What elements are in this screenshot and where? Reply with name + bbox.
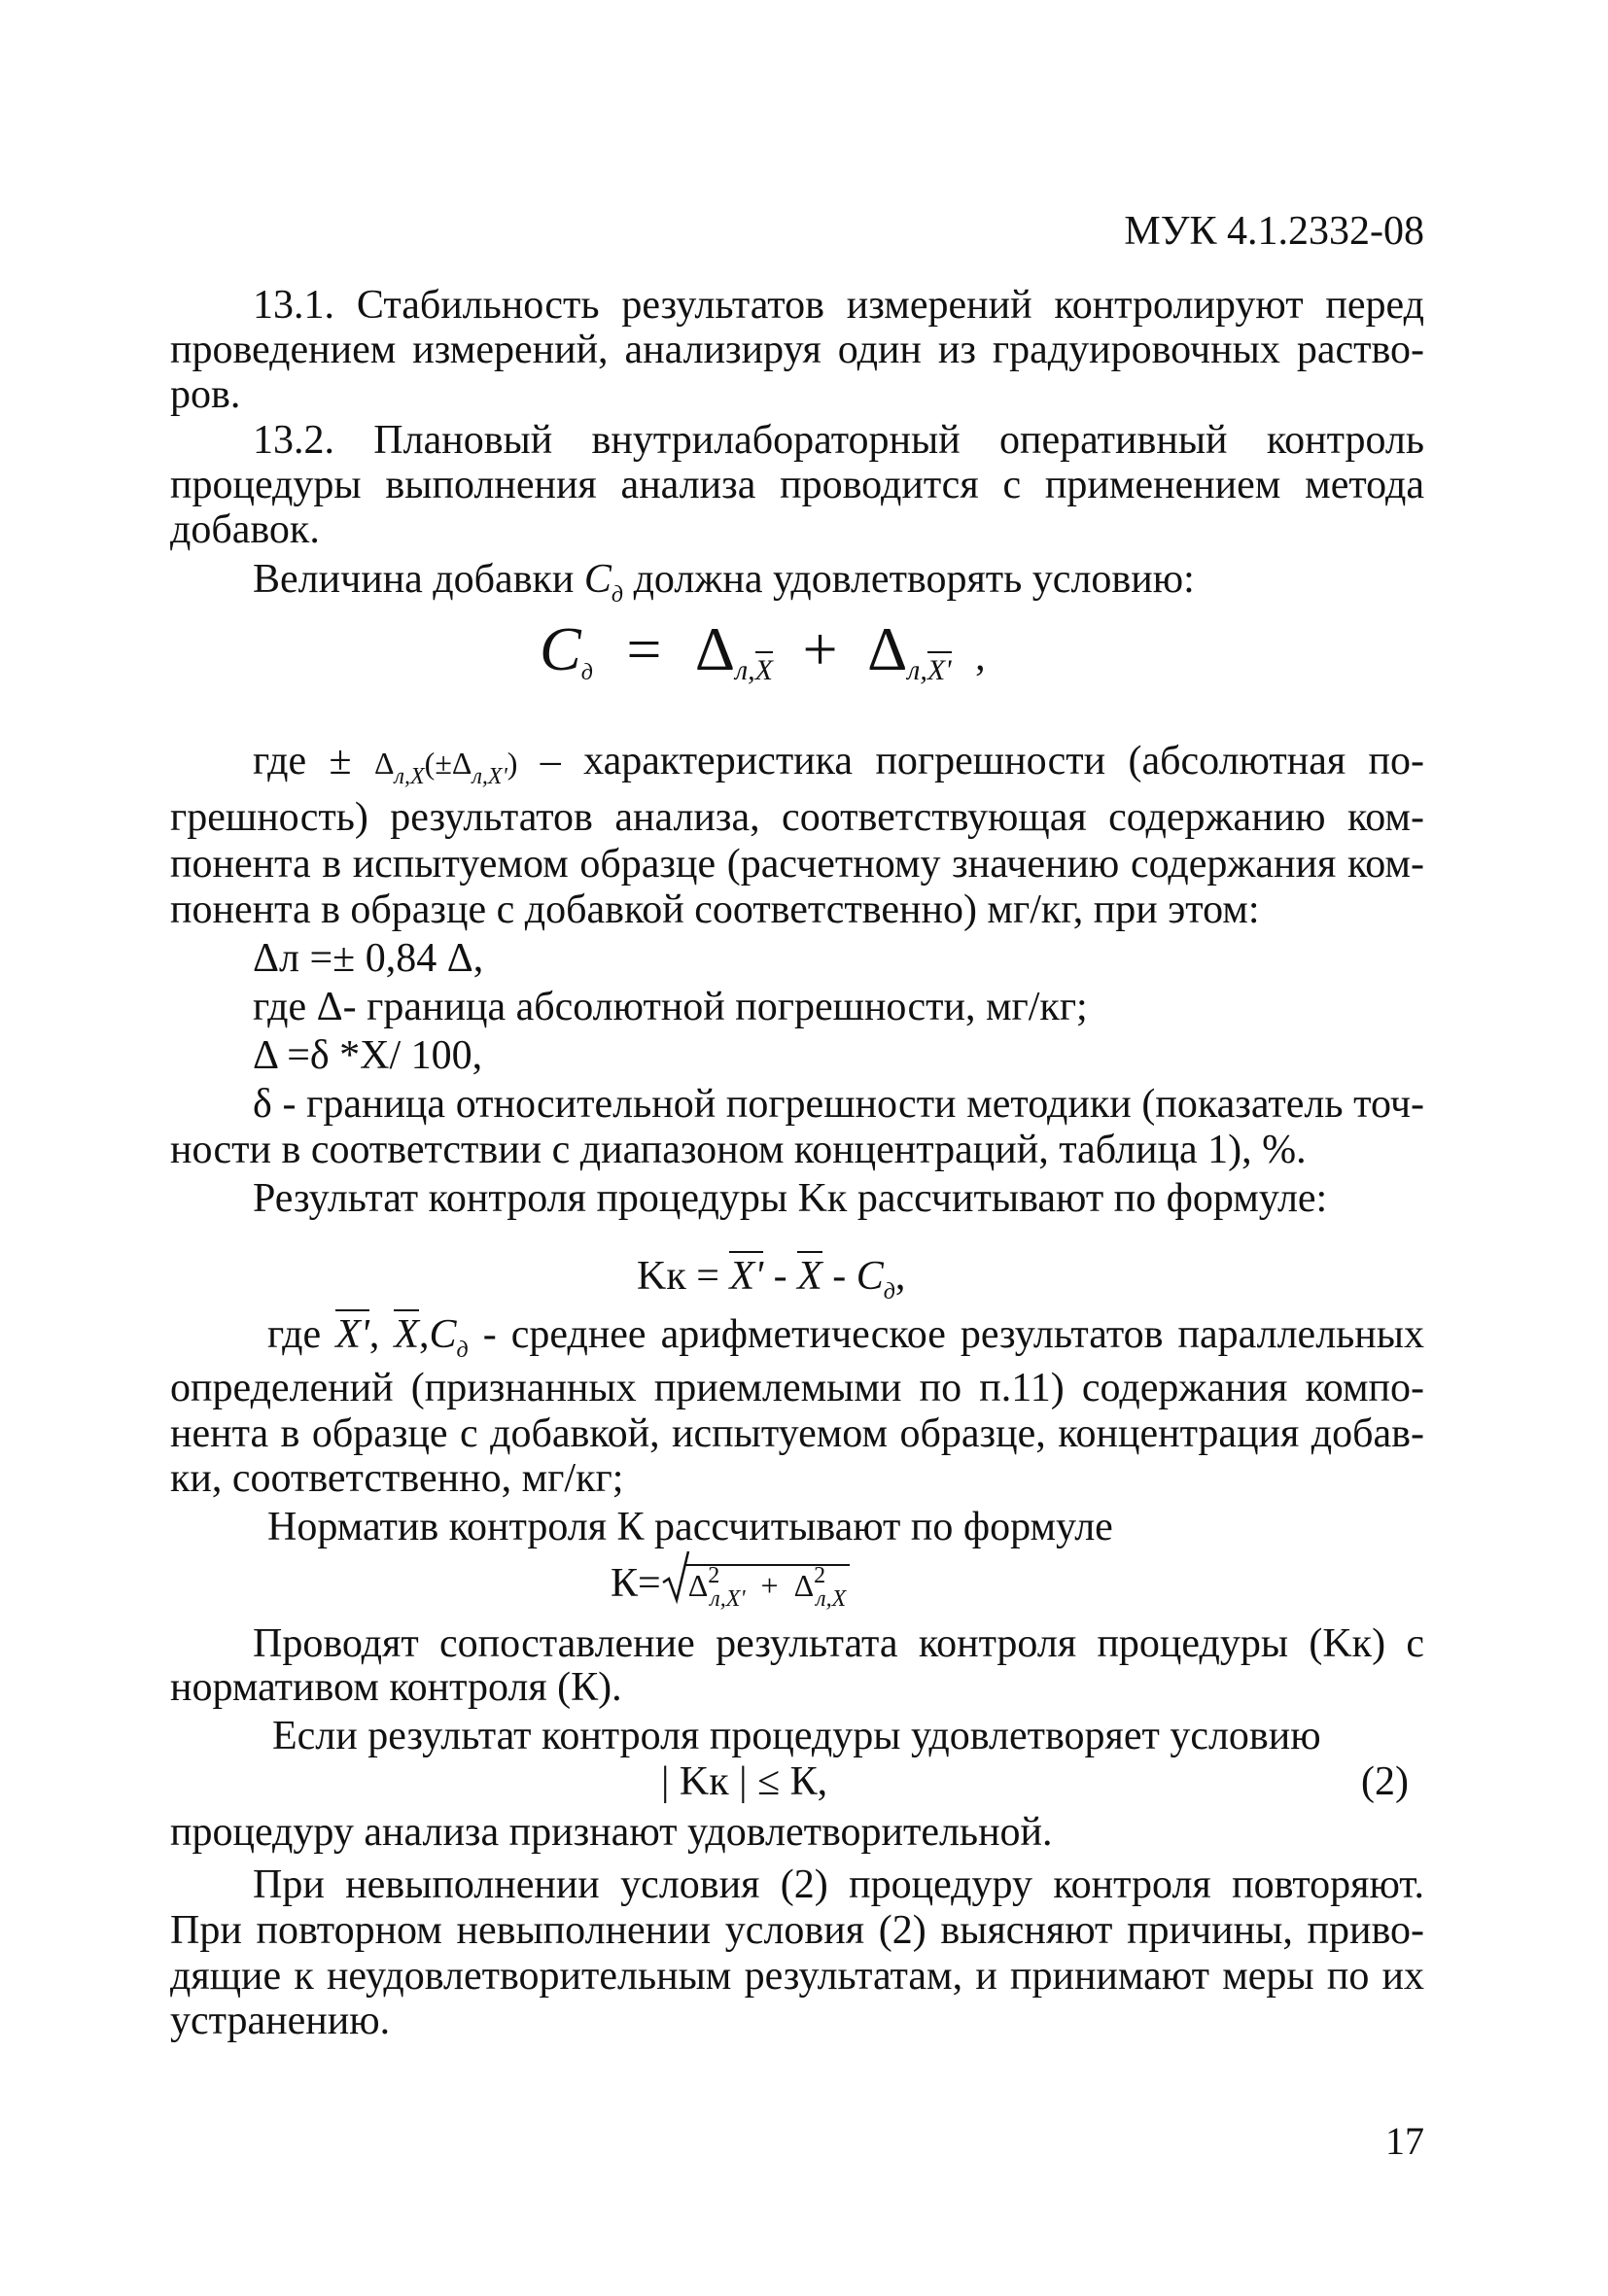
repeat-line-1: При невыполнении условия (2) процедуру контроля повторяют. — [253, 1862, 1424, 1907]
procedure-satisfactory: процедуру анализа признают удовлетворительной. — [170, 1810, 1053, 1855]
paragraph-13-2-line-1: 13.2. Плановый внутрилабораторный оперативный контроль — [253, 418, 1424, 463]
inequality: | Kк | ≤ К, — [661, 1759, 828, 1804]
page-number: 17 — [1385, 2119, 1424, 2163]
delta-relative-line-2: ности в соответствии с диапазоном концентраций, таблица 1), %. — [170, 1128, 1307, 1172]
norm-intro: Норматив контроля К рассчитывают по формуле — [267, 1505, 1113, 1549]
delta-l-line: Δл =± 0,84 Δ, — [253, 936, 484, 981]
repeat-line-3: дящие к неудовлетворительным результатам, и принимают меры по их — [170, 1954, 1424, 1999]
where-delta-expression: $\Delta_{л,X}(\pm\Delta_{л,X'})$ — [373, 746, 518, 789]
comparison-line-1: Проводят сопоставление результата контроля процедуры (Kк) с — [253, 1621, 1424, 1666]
repeat-line-4: устранению. — [170, 1999, 391, 2043]
paragraph-13-1-line-1: 13.1. Стабильность результатов измерений контролируют перед — [253, 283, 1424, 328]
equation-control-result: Kк = X' - X - $C_д$, — [637, 1254, 905, 1314]
additive-prefix: Величина добавки — [253, 557, 575, 602]
paragraph-where-line-3: понента в испытуемом образце (расчетному значению содержания ком- — [170, 842, 1424, 887]
paragraph-13-1-line-3: ров. — [170, 372, 241, 417]
delta-definition-line: где Δ- граница абсолютной погрешности, мг/кг; — [253, 985, 1088, 1029]
paragraph-where-line-2: грешность) результатов анализа, соответствующая содержанию ком- — [170, 795, 1424, 840]
equation-additive: $C_д = \Delta_{л,X} + \Delta_{л,X'}$ , — [540, 614, 986, 686]
where-delta-line: где ± $\Delta_{л,X}(\pm\Delta_{л,X'})$ – характеристика погрешности (абсолютная по- — [253, 739, 1424, 789]
sqrt-sign — [661, 1549, 690, 1604]
additive-symbol: $C_д$ — [583, 557, 624, 608]
control-result-intro: Результат контроля процедуры Kк рассчитывают по формуле: — [253, 1176, 1328, 1221]
delta-relative-line-1: δ - граница относительной погрешности методики (показатель точ- — [253, 1082, 1424, 1127]
comparison-line-2: нормативом контроля (К). — [170, 1665, 622, 1710]
condition-intro: Если результат контроля процедуры удовлетворяет условию — [272, 1714, 1321, 1758]
document-code: МУК 4.1.2332-08 — [1124, 209, 1424, 254]
paragraph-13-2-line-2: процедуры выполнения анализа проводится с применением метода — [170, 463, 1424, 507]
where-means-symbols: X', $X,C_д$ — [335, 1312, 468, 1357]
additive-suffix: должна удовлетворять условию: — [633, 557, 1195, 602]
paragraph-where-line-4: понента в образце с добавкой соответственно) мг/кг, при этом: — [170, 887, 1260, 932]
repeat-line-2: При повторном невыполнении условия (2) выясняют причины, приво- — [170, 1908, 1424, 1953]
where-means-line-2: определений (признанных приемлемыми по п.11) содержания компо- — [170, 1366, 1424, 1410]
equation-number: (2) — [1361, 1759, 1409, 1804]
additive-condition-line — [253, 557, 1424, 617]
paragraph-13-2-line-3: добавок. — [170, 507, 320, 552]
where-means-line: где X', $X,C_д$ - среднее арифметическое результатов параллельных — [267, 1312, 1424, 1373]
where-means-line-3: нента в образце с добавкой, испытуемом образце, концентрация добав- — [170, 1411, 1424, 1456]
where-means-line-4: ки, соответственно, мг/кг; — [170, 1456, 624, 1501]
delta-formula-line: Δ =δ *Х/ 100, — [253, 1033, 483, 1078]
paragraph-13-1-line-2: проведением измерений, анализируя один из градуировочных раство- — [170, 328, 1424, 372]
equation-norm: К= $\Delta^2_{л,X'} + \Delta^2_{л,X}$ — [611, 1553, 850, 1621]
